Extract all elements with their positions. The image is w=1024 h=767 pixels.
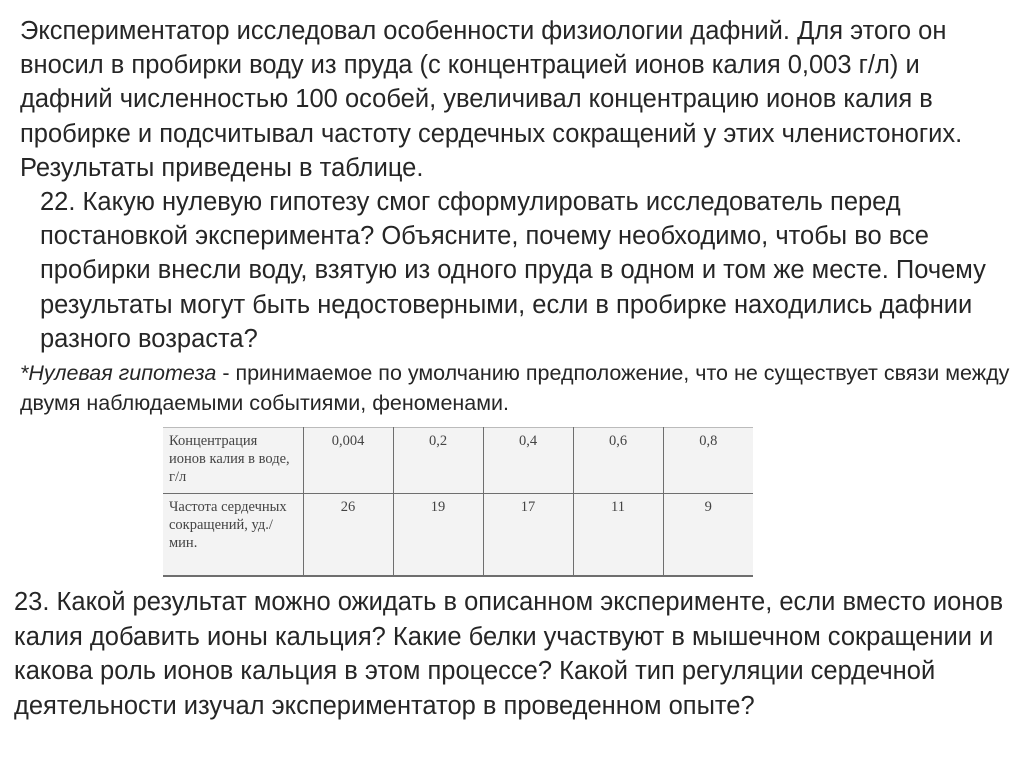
table-cell: 0,8 bbox=[663, 428, 753, 494]
table-cell: 9 bbox=[663, 494, 753, 577]
results-table bbox=[163, 427, 753, 577]
note-definition: - принимаемое по умолчанию предположение, что не существует связи между двумя наблюдаемыми событиями, феноменами. bbox=[20, 361, 1010, 416]
question-23: 23. Какой результат можно ожидать в описанном эксперименте, если вместо ионов калия добавить ионы кальция? Какие белки участвуют в мышечном сокращении и какова роль ионов кальция в этом процессе? Какой тип регуляции сердечной деятельности изучал экспериментатор в проведенном опыте? bbox=[14, 588, 1004, 720]
table-cell: 19 bbox=[393, 494, 483, 577]
table-cell: 0,004 bbox=[303, 428, 393, 494]
table-cell: 0,2 bbox=[393, 428, 483, 494]
note-term: *Нулевая гипотеза bbox=[20, 361, 217, 386]
table-cell: 0,6 bbox=[573, 428, 663, 494]
table-row-concentration bbox=[163, 428, 753, 494]
slide-text bbox=[20, 14, 1010, 418]
row-header-heart-rate: Частота сердечных сокращений, уд./мин. bbox=[163, 494, 303, 577]
row-header-concentration: Концентрация ионов калия в воде, г/л bbox=[163, 428, 303, 494]
results-table-image bbox=[163, 427, 753, 577]
intro-paragraph: Экспериментатор исследовал особенности физиологии дафний. Для этого он вносил в пробирки воду из пруда (с концентрацией ионов калия 0,003 г/л) и дафний численностью 100 особей, увеличивал концентрацию ионов калия в пробирке и подсчитывал частоту сердечных сокращений у этих членистоногих. Результаты приведены в таблице. bbox=[20, 17, 963, 182]
table-cell: 11 bbox=[573, 494, 663, 577]
table-row-heart-rate bbox=[163, 494, 753, 577]
table-cell: 17 bbox=[483, 494, 573, 577]
null-hypothesis-note bbox=[20, 358, 1010, 418]
question-22: 22. Какую нулевую гипотезу смог сформулировать исследователь перед постановкой эксперимента? Объясните, почему необходимо, чтобы во все пробирки внесли воду, взятую из одного пруда в одном и том же месте. Почему результаты могут быть недостоверными, если в пробирке находились дафнии разного возраста? bbox=[40, 188, 986, 353]
table-cell: 0,4 bbox=[483, 428, 573, 494]
table-cell: 26 bbox=[303, 494, 393, 577]
